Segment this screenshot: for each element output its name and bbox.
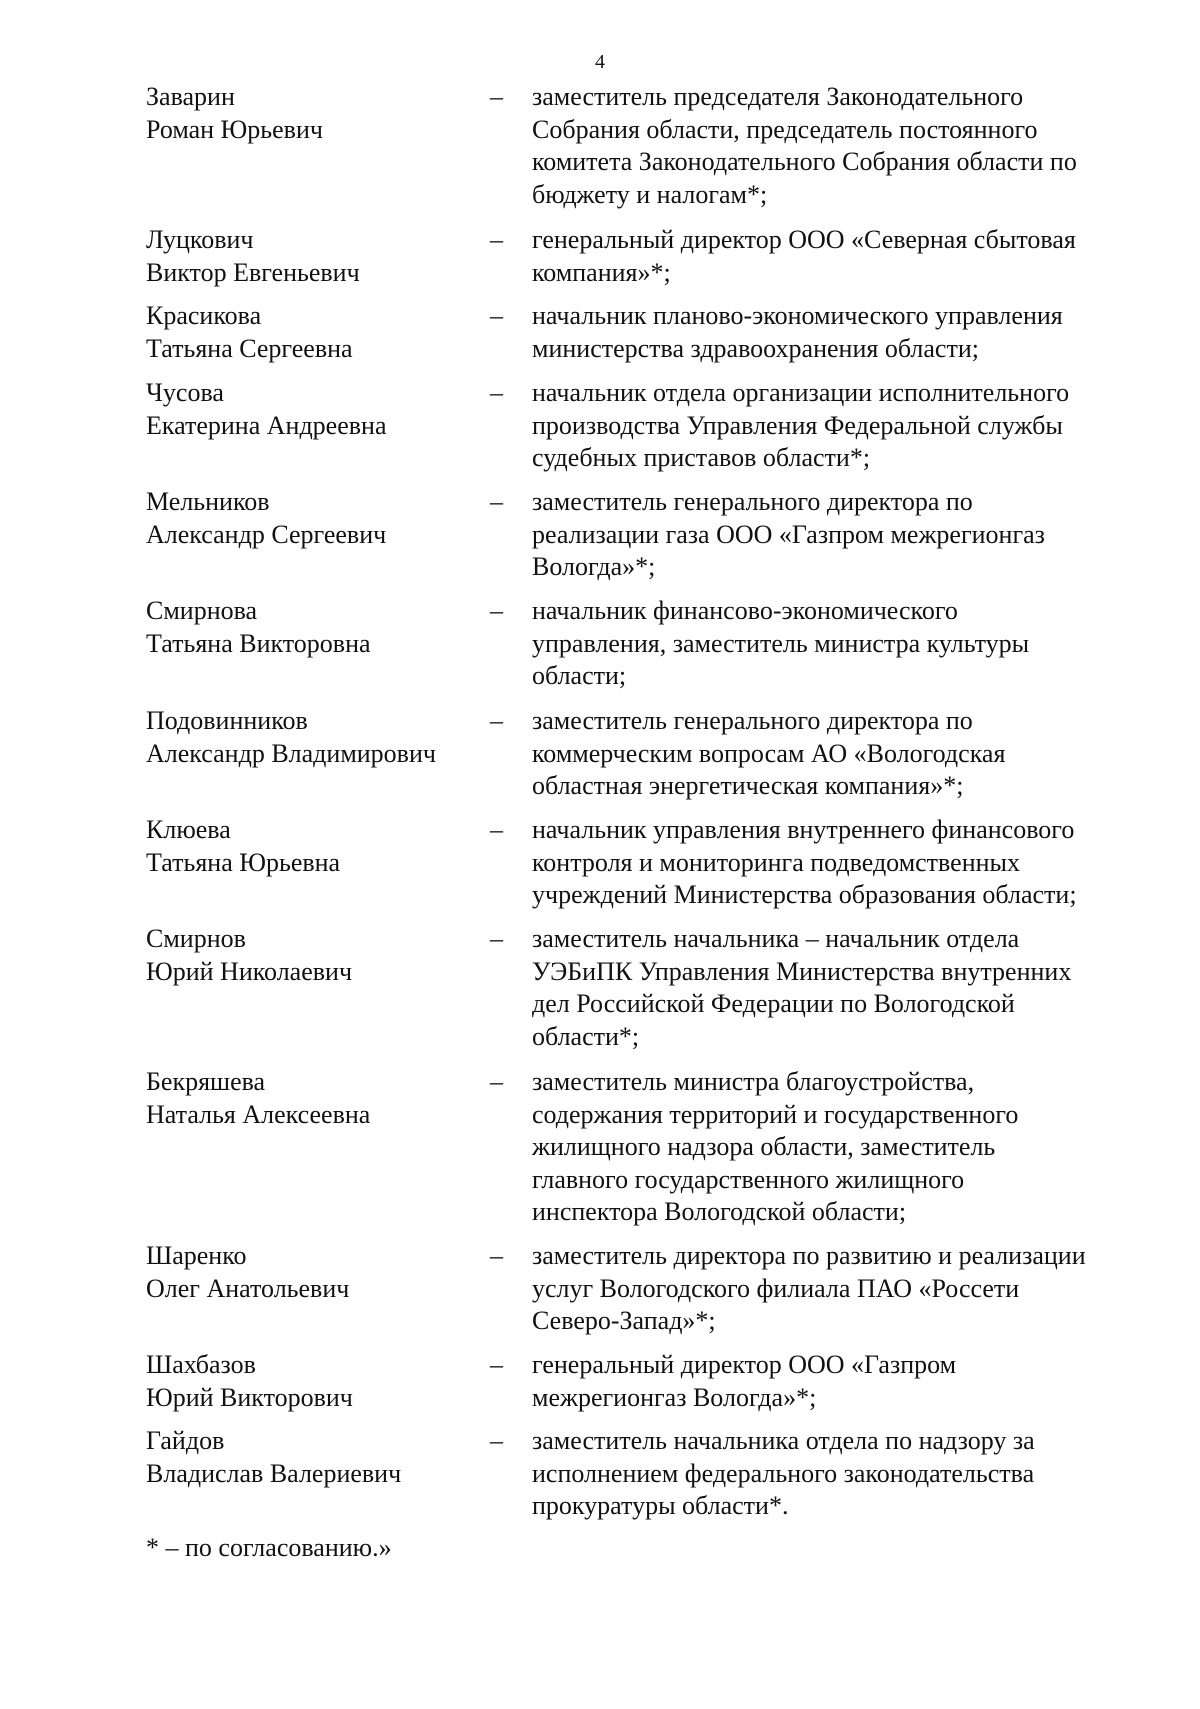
member-role [532, 1240, 1152, 1338]
role-line: реализации газа ООО «Газпром межрегионгаз [532, 519, 1045, 549]
role-line: производства Управления Федеральной службы [532, 410, 1063, 440]
role-line: начальник финансово-экономического [532, 596, 958, 625]
role-line: заместитель генерального директора по [532, 706, 973, 735]
member-name [146, 486, 476, 551]
member-surname: Клюева [146, 815, 231, 844]
member-name [146, 1425, 476, 1490]
member-surname: Мельников [146, 487, 270, 516]
role-line: областная энергетическая компания»*; [532, 771, 964, 800]
role-line: прокуратуры области*. [532, 1491, 789, 1520]
member-name [146, 224, 476, 289]
member-role [532, 486, 1152, 584]
member-name [146, 705, 476, 770]
separator-dash: – [490, 1241, 503, 1270]
separator-dash: – [490, 596, 503, 625]
member-given-names: Наталья Алексеевна [146, 1099, 371, 1129]
member-name [146, 1066, 476, 1131]
role-line: управления, заместитель министра культуры [532, 628, 1030, 658]
role-line: заместитель директора по развитию и реализации [532, 1241, 1086, 1270]
role-line: инспектора Вологодской области; [532, 1197, 907, 1226]
member-name [146, 1240, 476, 1305]
role-line: генеральный директор ООО «Северная сбытовая [532, 225, 1076, 254]
separator-dash: – [490, 378, 503, 407]
member-role [532, 1425, 1152, 1523]
member-surname: Шаренко [146, 1241, 247, 1270]
role-line: области; [532, 661, 627, 690]
page-number: 4 [595, 51, 605, 73]
member-given-names: Александр Владимирович [146, 738, 436, 768]
member-surname: Гайдов [146, 1426, 225, 1455]
role-line: учреждений Министерства образования области; [532, 880, 1077, 909]
member-given-names: Олег Анатольевич [146, 1273, 350, 1303]
separator-dash: – [490, 706, 503, 735]
member-role [532, 595, 1152, 693]
member-role [532, 1349, 1152, 1414]
member-given-names: Татьяна Юрьевна [146, 847, 341, 877]
member-given-names: Юрий Викторович [146, 1382, 353, 1412]
footnote: * – по согласованию.» [146, 1533, 392, 1562]
separator-dash: – [490, 487, 503, 516]
member-surname: Подовинников [146, 706, 308, 735]
member-role [532, 81, 1152, 211]
member-role [532, 377, 1152, 475]
member-role [532, 814, 1152, 912]
member-name [146, 814, 476, 879]
member-given-names: Татьяна Сергеевна [146, 333, 353, 363]
member-name [146, 595, 476, 660]
role-line: компания»*; [532, 257, 671, 287]
role-line: дел Российской Федерации по Вологодской [532, 989, 1015, 1018]
role-line: заместитель начальника – начальник отдела [532, 924, 1020, 953]
role-line: содержания территорий и государственного [532, 1099, 1019, 1129]
member-given-names: Юрий Николаевич [146, 956, 353, 986]
role-line: министерства здравоохранения области; [532, 333, 979, 363]
separator-dash: – [490, 225, 503, 254]
role-line: Северо-Запад»*; [532, 1306, 716, 1335]
member-role [532, 1066, 1152, 1229]
role-line: заместитель министра благоустройства, [532, 1067, 975, 1096]
role-line: УЭБиПК Управления Министерства внутренних [532, 956, 1072, 986]
role-line: генеральный директор ООО «Газпром [532, 1350, 957, 1379]
separator-dash: – [490, 301, 503, 330]
member-role [532, 923, 1152, 1053]
role-line: контроля и мониторинга подведомственных [532, 847, 1021, 877]
member-surname: Красикова [146, 301, 262, 330]
member-role [532, 224, 1152, 289]
role-line: бюджету и налогам*; [532, 179, 768, 209]
role-line: заместитель генерального директора по [532, 487, 973, 516]
role-line: области*; [532, 1021, 640, 1051]
role-line: судебных приставов области*; [532, 443, 871, 472]
member-surname: Заварин [146, 82, 235, 111]
member-surname: Смирнова [146, 596, 258, 625]
member-surname: Чусова [146, 378, 224, 407]
member-name [146, 81, 476, 146]
member-name [146, 923, 476, 988]
role-line: главного государственного жилищного [532, 1164, 965, 1194]
separator-dash: – [490, 815, 503, 844]
role-line: начальник планово-экономического управления [532, 301, 1063, 330]
role-line: начальник отдела организации исполнительного [532, 378, 1070, 407]
member-given-names: Татьяна Викторовна [146, 628, 371, 658]
role-line: Вологда»*; [532, 552, 656, 581]
member-name [146, 300, 476, 365]
member-given-names: Александр Сергеевич [146, 519, 387, 549]
member-surname: Бекряшева [146, 1067, 266, 1096]
separator-dash: – [490, 1350, 503, 1379]
role-line: комитета Законодательного Собрания области по [532, 147, 1077, 176]
role-line: Собрания области, председатель постоянного [532, 114, 1038, 144]
member-name [146, 1349, 476, 1414]
member-surname: Смирнов [146, 924, 246, 953]
separator-dash: – [490, 1067, 503, 1096]
member-name [146, 377, 476, 442]
role-line: жилищного надзора области, заместитель [532, 1132, 996, 1161]
member-given-names: Владислав Валериевич [146, 1458, 402, 1488]
member-role [532, 705, 1152, 803]
role-line: заместитель начальника отдела по надзору за [532, 1426, 1035, 1455]
member-given-names: Виктор Евгеньевич [146, 257, 360, 287]
role-line: заместитель председателя Законодательного [532, 82, 1024, 111]
role-line: межрегионгаз Вологда»*; [532, 1382, 817, 1412]
role-line: начальник управления внутреннего финансового [532, 815, 1075, 844]
member-surname: Шахбазов [146, 1350, 256, 1379]
member-given-names: Роман Юрьевич [146, 114, 323, 144]
role-line: коммерческим вопросам АО «Вологодская [532, 738, 1006, 768]
separator-dash: – [490, 924, 503, 953]
member-role [532, 300, 1152, 365]
role-line: услуг Вологодского филиала ПАО «Россети [532, 1273, 1020, 1303]
separator-dash: – [490, 82, 503, 111]
separator-dash: – [490, 1426, 503, 1455]
member-given-names: Екатерина Андреевна [146, 410, 387, 440]
member-surname: Луцкович [146, 225, 254, 254]
role-line: исполнением федерального законодательства [532, 1458, 1035, 1488]
